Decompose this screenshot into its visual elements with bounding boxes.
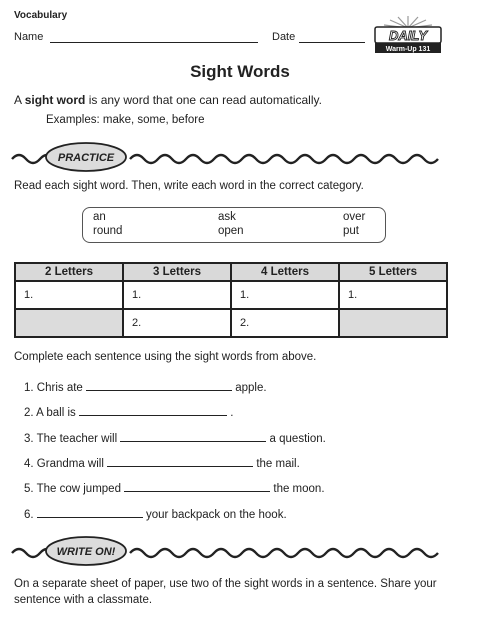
write-on-banner-text: WRITE ON! [56, 546, 116, 558]
sentence-number: 2. [24, 407, 34, 419]
table-header-row [15, 263, 447, 281]
sentence-3 [24, 429, 326, 445]
sentence-number: 5. [24, 483, 34, 495]
sentence-text-before: The teacher will [36, 433, 118, 445]
answer-cell-5-letters-1[interactable]: 1. [339, 281, 447, 309]
sentence-text-after: the moon. [273, 483, 325, 495]
sentence-text-before: The cow jumped [36, 483, 121, 495]
category-label: Vocabulary [14, 10, 68, 21]
name-field[interactable] [50, 42, 258, 43]
table-row [15, 309, 447, 337]
sentence-number: 6. [24, 509, 34, 521]
page-title: Sight Words [190, 62, 290, 81]
shaded-cell [339, 309, 447, 337]
header-3-letters: 3 Letters [123, 263, 231, 281]
answer-cell-4-letters-2[interactable]: 2. [231, 309, 339, 337]
sentence-text-after: your backpack on the hook. [146, 509, 287, 521]
daily-warmup-logo [370, 14, 446, 56]
definition-text [14, 93, 322, 107]
logo-sub-text: Warm-Up 131 [385, 46, 431, 53]
word-bank [82, 207, 386, 243]
sentence-6 [24, 505, 287, 521]
definition-prefix: A [14, 93, 25, 107]
sentence-text-before: Grandma will [36, 458, 104, 470]
sentence-blank[interactable] [124, 479, 270, 492]
instruction-complete-sentences: Complete each sentence using the sight words from above. [14, 351, 317, 363]
sentence-text-before: A ball is [36, 407, 76, 419]
sentence-blank[interactable] [86, 378, 232, 391]
examples-text: Examples: make, some, before [46, 114, 205, 126]
final-instruction: On a separate sheet of paper, use two of the sight words in a sentence. Share your sentence with a classmate. [14, 578, 437, 606]
header-5-letters: 5 Letters [339, 263, 447, 281]
definition-term: sight word [24, 93, 86, 107]
sentence-4 [24, 454, 300, 470]
sentence-text-after: the mail. [256, 458, 300, 470]
instruction-categorize: Read each sight word. Then, write each word in the correct category. [14, 180, 364, 192]
word-over: over [343, 211, 366, 223]
header-4-letters: 4 Letters [231, 263, 339, 281]
sentence-number: 4. [24, 458, 34, 470]
word-ask: ask [218, 211, 236, 223]
word-open: open [218, 225, 244, 237]
sentence-blank[interactable] [120, 429, 266, 442]
word-round: round [93, 225, 123, 237]
answer-cell-4-letters-1[interactable]: 1. [231, 281, 339, 309]
sentence-text-after: apple. [235, 382, 267, 394]
answer-cell-3-letters-2[interactable]: 2. [123, 309, 231, 337]
answer-cell-2-letters-1[interactable]: 1. [15, 281, 123, 309]
date-field[interactable] [299, 42, 365, 43]
name-label: Name [14, 31, 44, 43]
sentence-number: 3. [24, 433, 34, 445]
practice-banner-text: PRACTICE [57, 152, 115, 164]
sentence-blank[interactable] [107, 454, 253, 467]
sentence-2 [24, 403, 233, 419]
sentence-number: 1. [24, 382, 34, 394]
shaded-cell [15, 309, 123, 337]
write-on-banner [0, 533, 480, 569]
sentence-blank[interactable] [37, 505, 143, 518]
word-an: an [93, 211, 106, 223]
sentence-blank[interactable] [79, 403, 227, 416]
practice-banner [0, 139, 480, 175]
sentence-1 [24, 378, 267, 394]
letter-category-table [14, 262, 448, 338]
sentence-text-after: . [230, 407, 234, 419]
sentence-5 [24, 479, 325, 495]
word-put: put [343, 225, 359, 237]
header-2-letters: 2 Letters [15, 263, 123, 281]
sentence-text-after: a question. [269, 433, 326, 445]
logo-main-text: DAILY [388, 28, 428, 43]
date-label: Date [272, 31, 296, 43]
sentence-text-before: Chris ate [36, 382, 83, 394]
definition-suffix: is any word that one can read automatically. [85, 93, 322, 107]
table-row [15, 281, 447, 309]
answer-cell-3-letters-1[interactable]: 1. [123, 281, 231, 309]
